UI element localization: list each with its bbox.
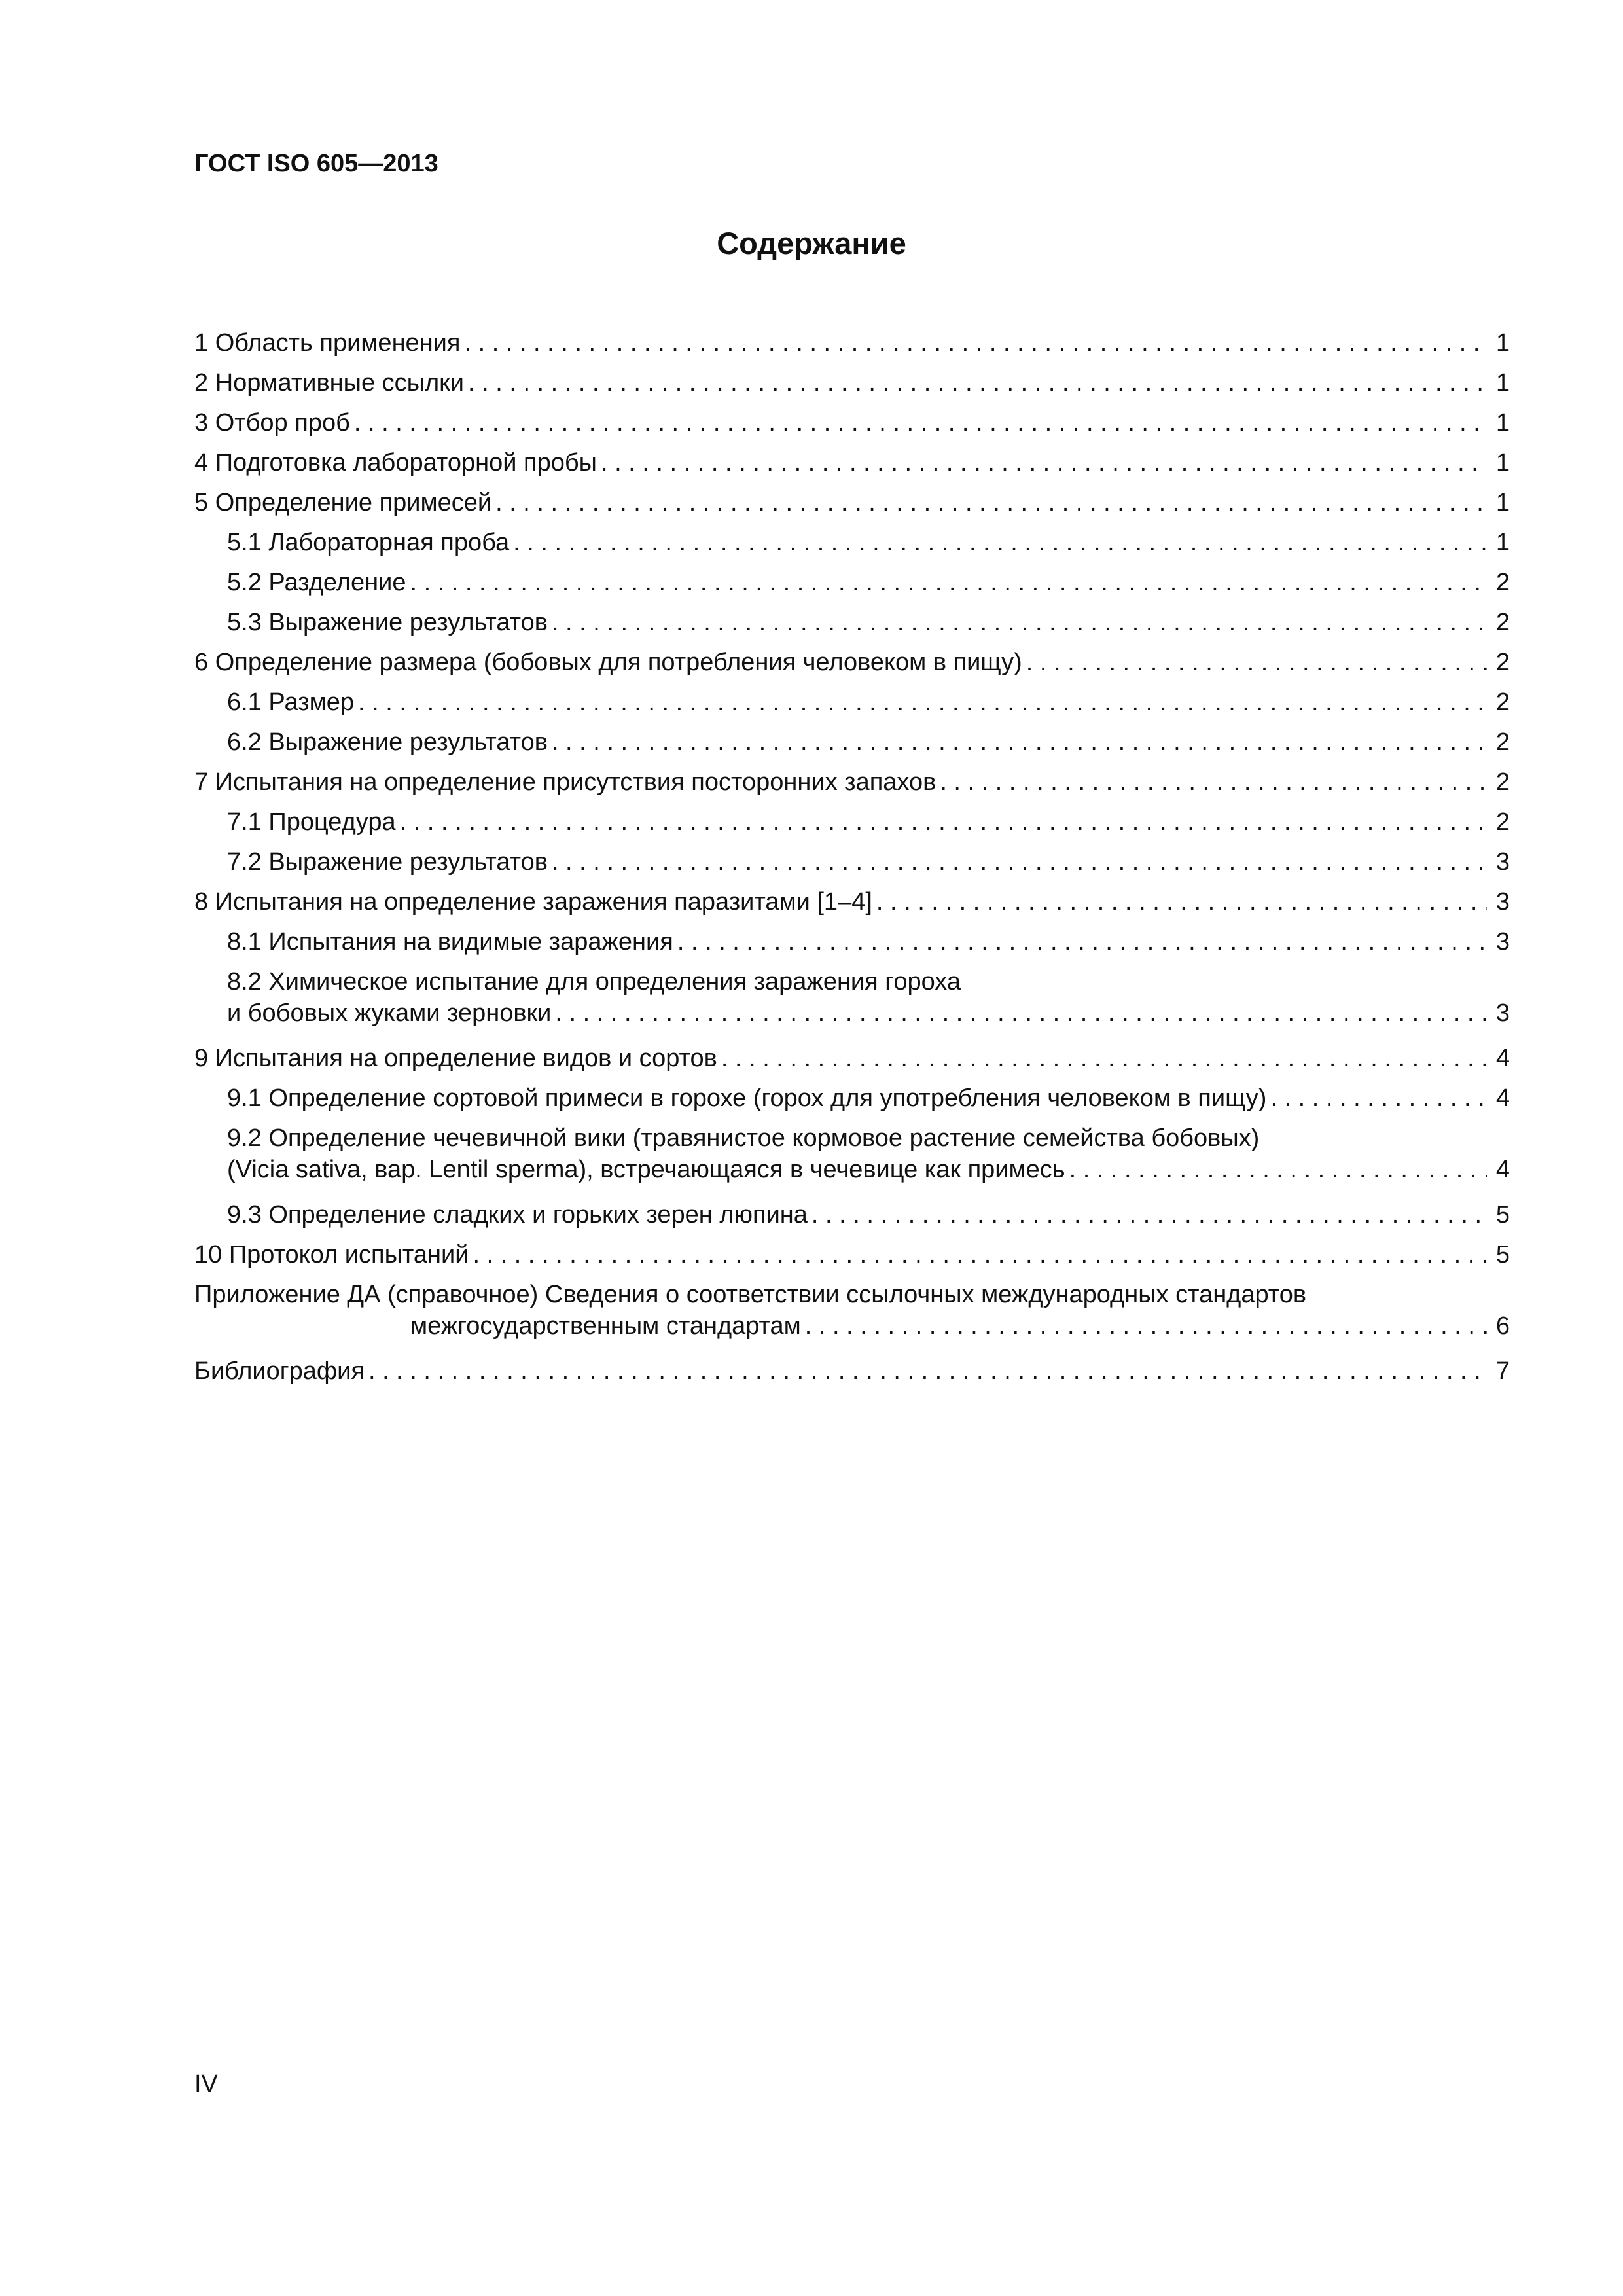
toc-entry-page: 4: [1495, 1045, 1510, 1072]
toc-entry[interactable]: [194, 647, 1510, 678]
dot-leader: [1266, 1083, 1486, 1114]
dot-leader: [396, 806, 1487, 838]
toc-entry-page: 2: [1495, 689, 1510, 716]
toc-entry-page: 1: [1495, 449, 1510, 476]
toc-entry-text: 1 Область применения: [194, 329, 461, 357]
toc-entry-text: 9.2 Определение чечевичной вики (травянистое кормовое растение семейства бобовых): [227, 1124, 1260, 1152]
dot-leader: [1065, 1154, 1487, 1185]
toc-entry-appendix[interactable]: [194, 1279, 1510, 1342]
toc-entry-text: 8.2 Химическое испытание для определения заражения гороха: [227, 968, 961, 996]
dot-leader: [548, 607, 1487, 638]
toc-entry[interactable]: [194, 766, 1510, 798]
toc-entry-text: 7.2 Выражение результатов: [227, 848, 548, 876]
toc-entry-text: 2 Нормативные ссылки: [194, 369, 464, 397]
toc-entry-text: Библиография: [194, 1357, 365, 1385]
toc-entry-page: 2: [1495, 728, 1510, 756]
toc-entry-page: 7: [1495, 1357, 1510, 1385]
toc-entry[interactable]: [227, 966, 1510, 1029]
toc-entry-page: 1: [1495, 409, 1510, 437]
toc-entry-text: 4 Подготовка лабораторной пробы: [194, 449, 597, 476]
toc-entry-text-continued: (Vicia sativa, вар. Lentil sperma), встречающаяся в чечевице как примесь: [227, 1156, 1065, 1183]
toc-entry-text: 8 Испытания на определение заражения паразитами [1–4]: [194, 888, 872, 916]
toc-entry-page: 2: [1495, 649, 1510, 676]
dot-leader: [673, 926, 1487, 958]
toc-entry-text: 5.1 Лабораторная проба: [227, 529, 510, 556]
toc-entry-text: 9.1 Определение сортовой примеси в горохе (горох для употребления человеком в пищу): [227, 1085, 1267, 1112]
toc-entry-page: 3: [1495, 928, 1510, 956]
toc-entry-text: 10 Протокол испытаний: [194, 1241, 469, 1268]
toc-entry[interactable]: [194, 1355, 1510, 1387]
toc-entry[interactable]: [227, 1199, 1510, 1230]
dot-leader: [717, 1043, 1487, 1074]
toc-entry-page: 2: [1495, 808, 1510, 836]
toc-entry-page: 3: [1495, 999, 1510, 1027]
dot-leader: [936, 766, 1487, 798]
toc-entry-text: 9 Испытания на определение видов и сортов: [194, 1045, 717, 1072]
document-code: ГОСТ ISO 605—2013: [194, 150, 438, 177]
toc-entry[interactable]: [227, 607, 1510, 638]
toc-entry[interactable]: [194, 1043, 1510, 1074]
toc-entry[interactable]: [227, 726, 1510, 758]
toc-entry[interactable]: [227, 1122, 1510, 1185]
dot-leader: [872, 886, 1487, 918]
toc-entry-page: 1: [1495, 489, 1510, 516]
toc-entry[interactable]: [227, 567, 1510, 598]
toc-entry[interactable]: [227, 806, 1510, 838]
toc-entry-page: 5: [1495, 1241, 1510, 1268]
toc-entry[interactable]: [194, 886, 1510, 918]
toc-entry-page: 6: [1495, 1312, 1510, 1340]
toc-entry-page: 4: [1495, 1085, 1510, 1112]
toc-entry-text: 5.3 Выражение результатов: [227, 609, 548, 636]
toc-entry[interactable]: [227, 926, 1510, 958]
toc-title: Содержание: [717, 226, 906, 260]
toc-entry[interactable]: [194, 327, 1510, 359]
dot-leader: [469, 1239, 1486, 1270]
toc-entry-page: 5: [1495, 1201, 1510, 1229]
toc-entry-text: 6.2 Выражение результатов: [227, 728, 548, 756]
toc-entry-page: 4: [1495, 1156, 1510, 1183]
dot-leader: [808, 1199, 1487, 1230]
dot-leader: [551, 997, 1486, 1029]
dot-leader: [1022, 647, 1487, 678]
dot-leader: [597, 447, 1487, 478]
toc-entry-text: 6 Определение размера (бобовых для потребления человеком в пищу): [194, 649, 1022, 676]
toc-entry-text-continued: и бобовых жуками зерновки: [227, 999, 552, 1027]
toc-entry-text: 8.1 Испытания на видимые заражения: [227, 928, 673, 956]
toc-entry-text: 7 Испытания на определение присутствия посторонних запахов: [194, 768, 936, 796]
toc-entry[interactable]: [194, 407, 1510, 439]
toc-entry-page: 1: [1495, 529, 1510, 556]
dot-leader: [801, 1310, 1487, 1342]
dot-leader: [509, 527, 1487, 558]
page-number: IV: [194, 2070, 218, 2098]
toc-entry-page: 3: [1495, 848, 1510, 876]
dot-leader: [350, 407, 1487, 439]
toc-entry[interactable]: [227, 1083, 1510, 1114]
dot-leader: [548, 846, 1487, 878]
dot-leader: [464, 367, 1487, 399]
toc-entry-text: 3 Отбор проб: [194, 409, 350, 437]
toc-entry[interactable]: [194, 1239, 1510, 1270]
toc-entry[interactable]: [194, 487, 1510, 518]
toc-entry[interactable]: [227, 846, 1510, 878]
dot-leader: [354, 687, 1487, 718]
toc-entry-text: Приложение ДА (справочное) Сведения о соответствии ссылочных международных стандартов: [194, 1281, 1307, 1308]
toc-entry[interactable]: [227, 687, 1510, 718]
toc-entry-page: 3: [1495, 888, 1510, 916]
toc-entry-text: 5 Определение примесей: [194, 489, 492, 516]
dot-leader: [365, 1355, 1487, 1387]
toc-entry-page: 2: [1495, 609, 1510, 636]
toc-entry[interactable]: [194, 367, 1510, 399]
toc-entry[interactable]: [227, 527, 1510, 558]
toc-entry-page: 2: [1495, 768, 1510, 796]
toc-entry-page: 1: [1495, 329, 1510, 357]
toc-entry[interactable]: [194, 447, 1510, 478]
dot-leader: [548, 726, 1487, 758]
toc-entry-text: 5.2 Разделение: [227, 569, 406, 596]
toc-entry-text: 6.1 Размер: [227, 689, 354, 716]
dot-leader: [491, 487, 1487, 518]
toc-entry-page: 1: [1495, 369, 1510, 397]
toc-entry-text: 7.1 Процедура: [227, 808, 396, 836]
toc-entry-text-continued: межгосударственным стандартам: [410, 1312, 801, 1340]
toc-entry-page: 2: [1495, 569, 1510, 596]
toc-entry-text: 9.3 Определение сладких и горьких зерен люпина: [227, 1201, 808, 1229]
dot-leader: [406, 567, 1486, 598]
dot-leader: [460, 327, 1486, 359]
